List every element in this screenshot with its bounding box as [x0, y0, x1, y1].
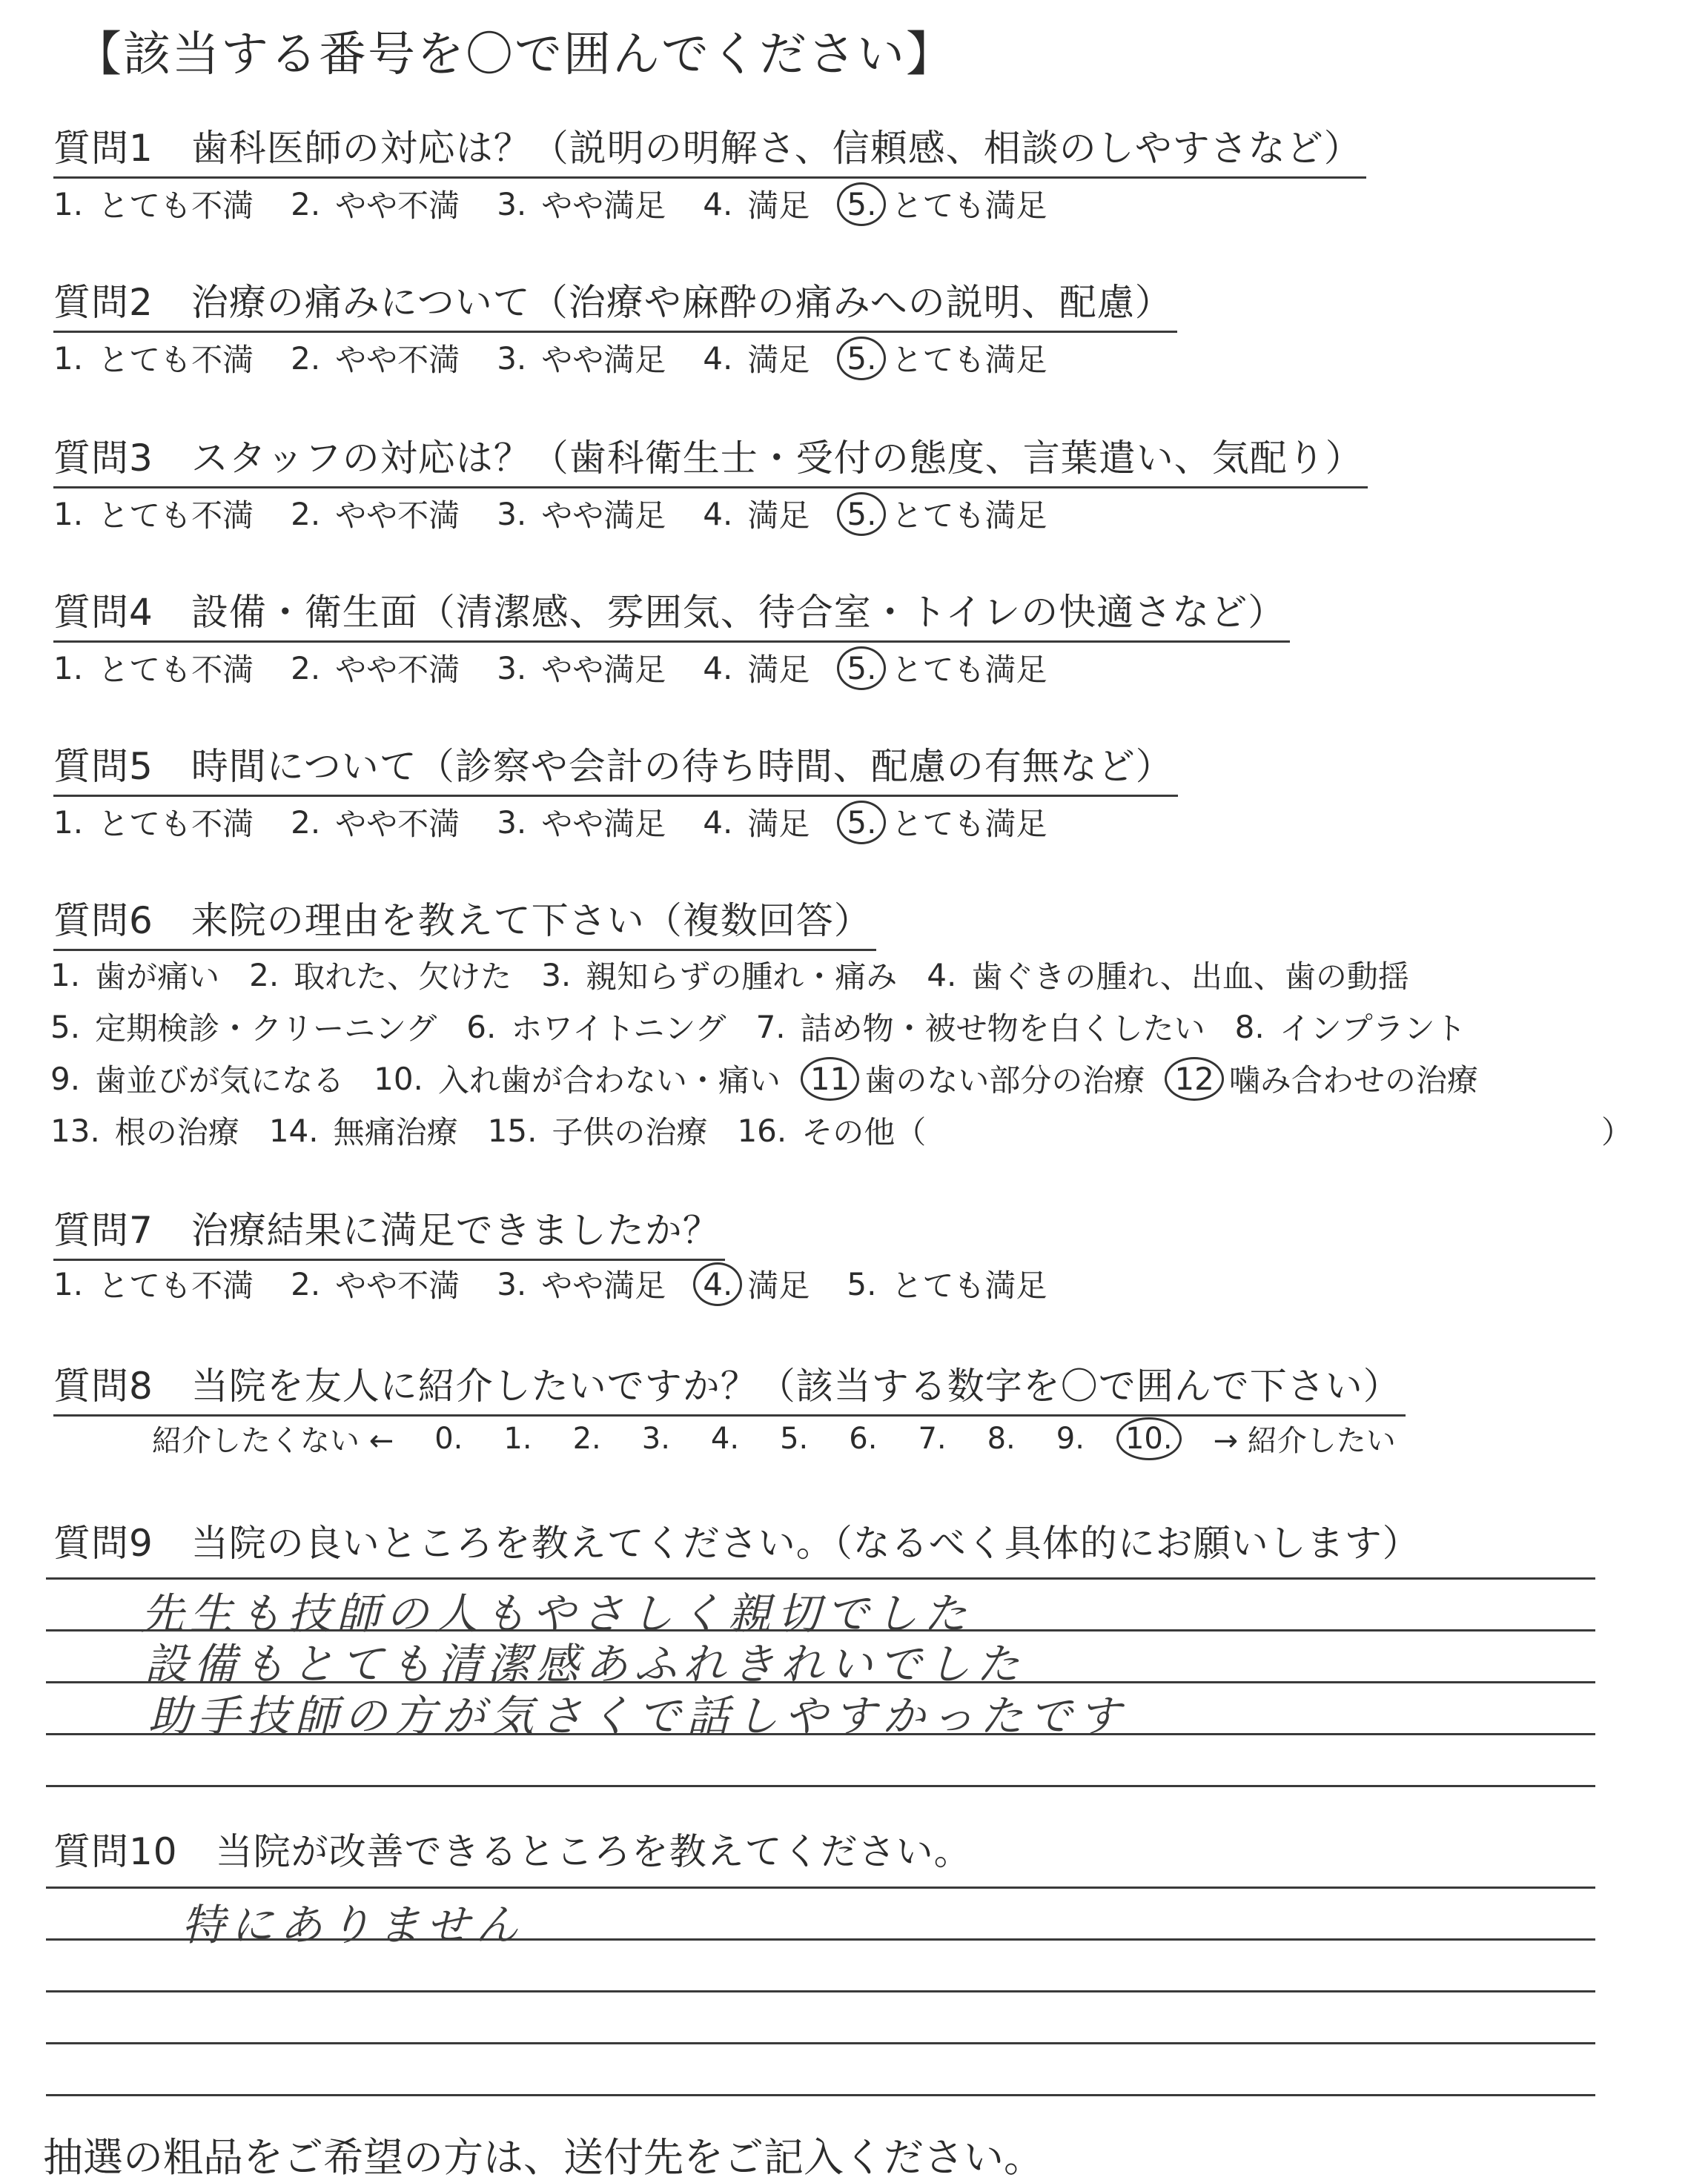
scale-left-label: 紹介したくない ← — [152, 1424, 394, 1458]
option-label: とても満足 — [891, 1268, 1047, 1304]
option-label: とても不満 — [98, 806, 254, 842]
answer-line — [46, 1785, 1595, 1787]
question-3-option-4[interactable] — [703, 491, 810, 536]
question-3-option-1[interactable] — [53, 491, 254, 536]
question-4-option-1[interactable] — [53, 646, 254, 690]
option-number: 5. — [847, 1265, 877, 1302]
option-number: 4. — [703, 339, 733, 377]
option-number: 2. — [291, 185, 321, 222]
question-6-option-8[interactable] — [1235, 1004, 1466, 1049]
question-5-options — [53, 800, 1084, 844]
scale-right-label: → 紹介したい — [1213, 1424, 1396, 1458]
question-label: 質問6 — [53, 899, 153, 942]
option-label: 歯ぐきの腫れ、出血、歯の動揺 — [971, 958, 1409, 995]
option-number: 2. — [291, 649, 321, 686]
option-number: 5. — [847, 804, 877, 841]
option-number: 5. — [847, 649, 877, 686]
option-number: 5. — [847, 495, 877, 532]
handwritten-answer: 特にありません — [182, 1900, 525, 1950]
option-number: 5. — [847, 185, 877, 222]
question-5-option-4[interactable] — [703, 800, 810, 844]
question-text: 歯科医師の対応は？（説明の明解さ、信頼感、相談のしやすさなど） — [191, 127, 1362, 170]
question-2-option-2[interactable] — [291, 336, 460, 380]
question-6-options-row — [50, 1056, 1508, 1101]
question-5-option-2[interactable] — [291, 800, 460, 844]
option-label: 子供の治療 — [552, 1114, 708, 1150]
question-6-option-4[interactable] — [927, 953, 1409, 997]
option-number: 16. — [737, 1112, 787, 1149]
option-label: とても満足 — [891, 497, 1047, 534]
question-6-option-7[interactable] — [756, 1004, 1205, 1049]
question-6-option-1[interactable] — [50, 953, 219, 997]
option-number: 3. — [497, 1265, 527, 1302]
question-6-title — [53, 891, 876, 951]
option-number: 1. — [53, 649, 84, 686]
scale-value-2[interactable]: 2. — [572, 1421, 601, 1456]
question-text: 時間について（診察や会計の待ち時間、配慮の有無など） — [191, 745, 1174, 788]
scale-value-0[interactable]: 0. — [434, 1421, 463, 1456]
question-7-option-4[interactable] — [703, 1262, 810, 1306]
question-text: 来院の理由を教えて下さい（複数回答） — [191, 899, 872, 942]
form-heading: 【該当する番号を〇で囲んでください】 — [74, 27, 955, 82]
option-label: やや満足 — [541, 1268, 666, 1304]
question-4-option-4[interactable] — [703, 646, 810, 690]
option-number: 4. — [703, 1265, 733, 1302]
question-text: 当院が改善できるところを教えてください。 — [215, 1830, 972, 1873]
option-number: 15. — [487, 1112, 537, 1149]
option-label: 歯のない部分の治療 — [864, 1062, 1145, 1099]
question-1-option-4[interactable] — [703, 182, 810, 226]
answer-line — [46, 1886, 1595, 1889]
question-5-option-3[interactable] — [497, 800, 666, 844]
option-number: 3. — [497, 339, 527, 377]
question-4-option-3[interactable] — [497, 646, 666, 690]
option-label: やや満足 — [541, 342, 666, 378]
question-4-options — [53, 646, 1084, 690]
question-7-title — [53, 1201, 725, 1261]
scale-value-10[interactable]: 10. — [1125, 1421, 1173, 1456]
question-1-option-3[interactable] — [497, 182, 666, 226]
question-text: スタッフの対応は？（歯科衛生士・受付の態度、言葉遣い、気配り） — [191, 437, 1363, 480]
handwritten-answer: 先生も技師の人もやさしく親切でした — [141, 1589, 973, 1639]
option-label: やや不満 — [335, 1268, 460, 1304]
question-1-option-1[interactable] — [53, 182, 254, 226]
option-label: 噛み合わせの治療 — [1228, 1062, 1478, 1099]
option-number: 3. — [497, 804, 527, 841]
question-7-option-3[interactable] — [497, 1262, 666, 1306]
option-number: 4. — [703, 804, 733, 841]
option-number: 1. — [50, 956, 81, 993]
scale-value-9[interactable]: 9. — [1056, 1421, 1085, 1456]
option-label: 満足 — [747, 342, 810, 378]
question-label: 質問1 — [53, 127, 153, 170]
question-6-options-row — [50, 1004, 1496, 1049]
option-number: 3. — [497, 495, 527, 532]
option-number: 1. — [53, 804, 84, 841]
question-4-option-2[interactable] — [291, 646, 460, 690]
option-number: 4. — [703, 185, 733, 222]
scale-value-3[interactable]: 3. — [641, 1421, 670, 1456]
option-label: 満足 — [747, 188, 810, 224]
option-number: 9. — [50, 1060, 81, 1097]
option-label: やや不満 — [335, 652, 460, 688]
option-label: その他（ — [801, 1114, 927, 1150]
option-label: 歯並びが気になる — [95, 1062, 345, 1099]
option-label: 定期検診・クリーニング — [95, 1010, 437, 1047]
question-2-options — [53, 336, 1084, 380]
option-label: 取れた、欠けた — [294, 958, 512, 995]
option-label: やや満足 — [541, 806, 666, 842]
scale-value-8[interactable]: 8. — [987, 1421, 1016, 1456]
question-3-title-text — [53, 428, 1368, 488]
option-number: 5. — [847, 339, 877, 377]
option-number: 1. — [53, 339, 84, 377]
option-label: とても満足 — [891, 806, 1047, 842]
question-text: 当院の良いところを教えてください。（なるべく具体的にお願いします） — [191, 1522, 1420, 1565]
question-7-option-2[interactable] — [291, 1262, 460, 1306]
handwritten-answer: 設備もとても清潔感あふれきれいでした — [145, 1639, 1026, 1689]
question-2-title — [53, 273, 1177, 333]
option-number: 2. — [291, 339, 321, 377]
option-number: 5. — [50, 1008, 81, 1045]
question-8-title — [53, 1356, 1406, 1417]
question-6-options-row — [50, 953, 1439, 997]
question-1-option-2[interactable] — [291, 182, 460, 226]
question-6-option-9[interactable] — [50, 1056, 344, 1101]
question-2-option-1[interactable] — [53, 336, 254, 380]
question-6-title-text — [53, 891, 876, 951]
option-label: 満足 — [747, 652, 810, 688]
question-2-option-5[interactable] — [847, 336, 1047, 380]
option-number: 4. — [703, 495, 733, 532]
option-label: ホワイトニング — [511, 1010, 726, 1047]
question-label: 質問8 — [53, 1365, 153, 1408]
option-number: 14. — [268, 1112, 319, 1149]
scale-value-7[interactable]: 7. — [918, 1421, 947, 1456]
question-3-option-5[interactable] — [847, 491, 1047, 536]
option-label: 満足 — [747, 806, 810, 842]
question-7-option-5[interactable] — [847, 1262, 1047, 1306]
question-8-scale — [152, 1417, 1437, 1460]
question-6-option-14[interactable] — [269, 1108, 458, 1153]
answer-line — [46, 1990, 1595, 1992]
question-3-title — [53, 428, 1368, 488]
question-label: 質問3 — [53, 437, 153, 480]
question-7-title-text — [53, 1201, 725, 1261]
question-6-option-5[interactable] — [50, 1004, 437, 1049]
option-label: やや不満 — [335, 342, 460, 378]
question-label: 質問5 — [53, 745, 153, 788]
option-label: とても不満 — [98, 342, 254, 378]
option-number: 2. — [291, 804, 321, 841]
option-label: とても満足 — [891, 342, 1047, 378]
question-6-option-2[interactable] — [249, 953, 512, 997]
handwritten-answer: 助手技師の方が気さくで話しやすかったです — [148, 1691, 1128, 1741]
other-close-paren: ） — [1601, 1114, 1633, 1150]
option-number: 10. — [374, 1060, 423, 1097]
option-label: 詰め物・被せ物を白くしたい — [800, 1010, 1205, 1047]
question-3-option-2[interactable] — [291, 491, 460, 536]
question-label: 質問7 — [53, 1209, 153, 1252]
option-number: 11 — [810, 1060, 850, 1097]
question-6-option-12[interactable] — [1174, 1056, 1477, 1101]
question-text: 当院を友人に紹介したいですか？（該当する数字を〇で囲んで下さい） — [191, 1365, 1401, 1408]
question-label: 質問4 — [53, 591, 153, 634]
question-5-title-text — [53, 737, 1178, 797]
scale-value-4[interactable]: 4. — [710, 1421, 740, 1456]
question-text: 治療結果に満足できましたか？ — [191, 1209, 721, 1252]
question-2-option-3[interactable] — [497, 336, 666, 380]
question-6-option-10[interactable] — [374, 1056, 781, 1101]
question-1-option-5[interactable] — [847, 182, 1047, 226]
option-label: 満足 — [747, 1268, 810, 1304]
option-label: 入れ歯が合わない・痛い — [437, 1062, 781, 1099]
scale-value-6[interactable]: 6. — [849, 1421, 878, 1456]
option-number: 6. — [466, 1008, 497, 1045]
question-5-option-5[interactable] — [847, 800, 1047, 844]
question-6-options-row — [50, 1108, 956, 1153]
question-4-option-5[interactable] — [847, 646, 1047, 690]
option-label: やや満足 — [541, 652, 666, 688]
question-9-title — [53, 1514, 1420, 1567]
option-label: 根の治療 — [114, 1114, 239, 1150]
option-number: 3. — [541, 956, 572, 993]
footer-text: 抽選の粗品をご希望の方は、送付先をご記入ください。 — [43, 2134, 1044, 2181]
option-number: 4. — [703, 649, 733, 686]
option-label: 満足 — [747, 497, 810, 534]
option-number: 1. — [53, 1265, 84, 1302]
option-label: とても満足 — [891, 652, 1047, 688]
option-number: 8. — [1234, 1008, 1265, 1045]
option-number: 2. — [291, 495, 321, 532]
option-label: やや満足 — [541, 188, 666, 224]
option-label: インプラント — [1279, 1010, 1466, 1047]
question-6-option-6[interactable] — [466, 1004, 726, 1049]
option-label: やや不満 — [335, 188, 460, 224]
question-6-option-13[interactable] — [50, 1108, 239, 1153]
option-label: とても不満 — [98, 188, 254, 224]
option-label: 親知らずの腫れ・痛み — [586, 958, 898, 995]
option-label: やや不満 — [335, 497, 460, 534]
question-label: 質問9 — [53, 1522, 153, 1565]
question-4-title — [53, 583, 1290, 643]
question-8-title-text — [53, 1356, 1406, 1417]
option-number: 12 — [1174, 1060, 1214, 1097]
question-6-option-11[interactable] — [810, 1056, 1145, 1101]
answer-line — [46, 2042, 1595, 2044]
question-1-options — [53, 182, 1084, 226]
option-number: 2. — [249, 956, 279, 993]
question-2-title-text — [53, 273, 1177, 333]
option-label: 歯が痛い — [95, 958, 220, 995]
question-1-title — [53, 119, 1366, 179]
question-text: 治療の痛みについて（治療や麻酔の痛みへの説明、配慮） — [191, 281, 1173, 324]
question-5-option-1[interactable] — [53, 800, 254, 844]
question-label: 質問2 — [53, 281, 153, 324]
question-4-title-text — [53, 583, 1290, 643]
scale-value-5[interactable]: 5. — [780, 1421, 809, 1456]
option-number: 13. — [50, 1112, 100, 1149]
question-6-option-16[interactable] — [737, 1108, 926, 1153]
question-5-title — [53, 737, 1178, 797]
question-7-option-1[interactable] — [53, 1262, 254, 1306]
option-number: 1. — [53, 185, 84, 222]
option-number: 3. — [497, 649, 527, 686]
question-label: 質問10 — [53, 1830, 178, 1873]
question-1-title-text — [53, 119, 1366, 179]
option-label: とても不満 — [98, 1268, 254, 1304]
option-label: 無痛治療 — [333, 1114, 458, 1150]
answer-line — [46, 2094, 1595, 2096]
option-label: とても不満 — [98, 497, 254, 534]
option-label: とても不満 — [98, 652, 254, 688]
question-text: 設備・衛生面（清潔感、雰囲気、待合室・トイレの快適さなど） — [191, 591, 1286, 634]
option-label: やや不満 — [335, 806, 460, 842]
option-number: 1. — [53, 495, 84, 532]
question-6-option-15[interactable] — [488, 1108, 708, 1153]
question-10-title — [53, 1822, 972, 1875]
question-2-option-4[interactable] — [703, 336, 810, 380]
option-number: 4. — [927, 956, 957, 993]
option-number: 2. — [291, 1265, 321, 1302]
option-label: やや満足 — [541, 497, 666, 534]
option-number: 3. — [497, 185, 527, 222]
question-6-option-3[interactable] — [541, 953, 897, 997]
question-7-options — [53, 1262, 1084, 1306]
scale-value-1[interactable]: 1. — [503, 1421, 532, 1456]
question-3-option-3[interactable] — [497, 491, 666, 536]
question-3-options — [53, 491, 1084, 536]
option-number: 7. — [755, 1008, 786, 1045]
option-label: とても満足 — [891, 188, 1047, 224]
